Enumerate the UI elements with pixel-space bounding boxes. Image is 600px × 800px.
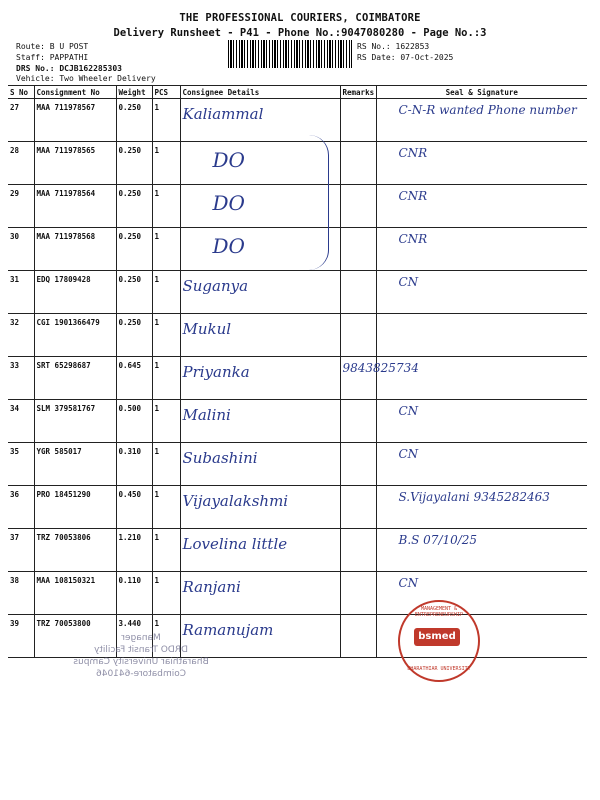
- col-sno: S No: [8, 86, 34, 99]
- handwritten-consignee: Malini: [182, 406, 231, 424]
- signature-cell: [376, 314, 587, 357]
- handwritten-signature: C-N-R wanted Phone number: [398, 103, 577, 117]
- seal-logo: bsmed: [414, 628, 460, 646]
- pcs-cell: 1: [152, 228, 180, 271]
- remarks-cell: [340, 314, 376, 357]
- handwritten-consignee: Ranjani: [182, 578, 241, 596]
- consignment-cell: SRT 65298687: [34, 357, 116, 400]
- remarks-cell: [340, 400, 376, 443]
- sno-cell: 39: [8, 615, 34, 658]
- table-header: [8, 86, 587, 99]
- table-row: [8, 357, 587, 400]
- rs-number: RS No.: 1622853: [357, 42, 430, 51]
- ditto-bracket: [306, 135, 329, 270]
- university-seal: MANAGEMENT & ENTREPRENEURSHIP bsmed BHARATHIAR UNIVERSITY: [398, 600, 480, 682]
- runsheet-table: [8, 85, 587, 658]
- remarks-cell: [340, 615, 376, 658]
- handwritten-consignee: Mukul: [182, 320, 232, 338]
- table-row: [8, 314, 587, 357]
- handwritten-consignee: DO: [212, 148, 245, 172]
- weight-cell: 0.450: [116, 486, 152, 529]
- table-row: [8, 271, 587, 314]
- consignment-cell: MAA 711978567: [34, 99, 116, 142]
- weight-cell: 0.250: [116, 99, 152, 142]
- table-row: [8, 529, 587, 572]
- signature-cell: [376, 228, 587, 271]
- staff: Staff: PAPPATHI: [16, 53, 89, 62]
- consignee-cell: [180, 529, 340, 572]
- col-consignment: Consignment No: [34, 86, 116, 99]
- handwritten-consignee: Subashini: [182, 449, 258, 467]
- consignee-cell: [180, 443, 340, 486]
- handwritten-consignee: Ramanujam: [182, 621, 274, 639]
- table-row: [8, 142, 587, 185]
- handwritten-consignee: Lovelina little: [182, 535, 288, 553]
- handwritten-signature: CN: [398, 404, 419, 418]
- handwritten-signature: CNR: [398, 146, 428, 160]
- barcode: [228, 40, 352, 68]
- signature-cell: [376, 271, 587, 314]
- sno-cell: 37: [8, 529, 34, 572]
- remarks-cell: [340, 185, 376, 228]
- signature-cell: [376, 400, 587, 443]
- sno-cell: 38: [8, 572, 34, 615]
- pcs-cell: 1: [152, 357, 180, 400]
- consignment-cell: MAA 711978564: [34, 185, 116, 228]
- remarks-cell: [340, 357, 419, 400]
- pcs-cell: 1: [152, 486, 180, 529]
- sno-cell: 31: [8, 271, 34, 314]
- pcs-cell: 1: [152, 314, 180, 357]
- handwritten-consignee: DO: [212, 191, 245, 215]
- remarks-cell: [340, 99, 376, 142]
- pcs-cell: 1: [152, 443, 180, 486]
- pcs-cell: 1: [152, 572, 180, 615]
- consignee-cell: [180, 486, 340, 529]
- weight-cell: 0.310: [116, 443, 152, 486]
- weight-cell: 0.645: [116, 357, 152, 400]
- pcs-cell: 1: [152, 99, 180, 142]
- consignment-cell: YGR 585017: [34, 443, 116, 486]
- consignee-cell: [180, 271, 340, 314]
- weight-cell: 0.250: [116, 314, 152, 357]
- sno-cell: 28: [8, 142, 34, 185]
- remarks-cell: [340, 443, 376, 486]
- weight-cell: 0.250: [116, 228, 152, 271]
- col-pcs: PCS: [152, 86, 180, 99]
- table-row: [8, 443, 587, 486]
- sno-cell: 36: [8, 486, 34, 529]
- weight-cell: 3.440: [116, 615, 152, 658]
- handwritten-consignee: Priyanka: [182, 363, 250, 381]
- remarks-cell: [340, 529, 376, 572]
- table-row: [8, 228, 587, 271]
- signature-cell: [376, 443, 587, 486]
- signature-cell: [376, 99, 587, 142]
- handwritten-consignee: Suganya: [182, 277, 249, 295]
- col-signature: Seal & Signature: [376, 86, 587, 99]
- weight-cell: 0.250: [116, 185, 152, 228]
- pcs-cell: 1: [152, 185, 180, 228]
- pcs-cell: 1: [152, 529, 180, 572]
- consignee-cell: [180, 572, 340, 615]
- col-consignee: Consignee Details: [180, 86, 340, 99]
- handwritten-signature: S.Vijayalani 9345282463: [398, 490, 550, 504]
- sno-cell: 34: [8, 400, 34, 443]
- consignee-cell: [180, 314, 340, 357]
- sno-cell: 29: [8, 185, 34, 228]
- handwritten-signature: CN: [398, 447, 419, 461]
- rs-date: RS Date: 07-Oct-2025: [357, 53, 454, 62]
- consignee-cell: [180, 357, 340, 400]
- handwritten-signature: CNR: [398, 232, 428, 246]
- runsheet-subtitle: Delivery Runsheet - P41 - Phone No.:9047080280 - Page No.:3: [113, 27, 487, 39]
- handwritten-signature: CN: [398, 576, 419, 590]
- consignment-cell: TRZ 70053806: [34, 529, 116, 572]
- pcs-cell: 1: [152, 142, 180, 185]
- table-row: [8, 572, 587, 615]
- sno-cell: 33: [8, 357, 34, 400]
- consignee-cell: [180, 400, 340, 443]
- table-row: [8, 400, 587, 443]
- remarks-cell: [340, 228, 376, 271]
- pcs-cell: 1: [152, 271, 180, 314]
- handwritten-consignee: Kaliammal: [182, 105, 264, 123]
- remarks-cell: [340, 271, 376, 314]
- sno-cell: 32: [8, 314, 34, 357]
- consignment-cell: CGI 1901366479: [34, 314, 116, 357]
- col-weight: Weight: [116, 86, 152, 99]
- consignment-cell: MAA 711978568: [34, 228, 116, 271]
- document-title: THE PROFESSIONAL COURIERS, COIMBATORE: [179, 12, 421, 24]
- signature-cell: [376, 185, 587, 228]
- handwritten-signature: CNR: [398, 189, 428, 203]
- col-remarks: Remarks: [340, 86, 376, 99]
- sno-cell: 27: [8, 99, 34, 142]
- consignment-cell: MAA 108150321: [34, 572, 116, 615]
- consignee-cell: [180, 99, 340, 142]
- weight-cell: 1.210: [116, 529, 152, 572]
- consignment-cell: EDQ 17809428: [34, 271, 116, 314]
- remarks-cell: [340, 142, 376, 185]
- remarks-cell: [340, 572, 376, 615]
- sno-cell: 35: [8, 443, 34, 486]
- route: Route: B U POST: [16, 42, 89, 51]
- consignment-cell: TRZ 70053800: [34, 615, 116, 658]
- sno-cell: 30: [8, 228, 34, 271]
- weight-cell: 0.250: [116, 271, 152, 314]
- handwritten-signature: CN: [398, 275, 419, 289]
- table-row: [8, 486, 587, 529]
- pcs-cell: 1: [152, 400, 180, 443]
- signature-cell: [376, 486, 587, 529]
- handwritten-remark: 9843825734: [342, 361, 419, 375]
- consignment-cell: PRO 18451290: [34, 486, 116, 529]
- vehicle: Vehicle: Two Wheeler Delivery: [16, 74, 156, 83]
- handwritten-consignee: DO: [212, 234, 245, 258]
- drs-number: DRS No.: DCJB162285303: [16, 64, 122, 73]
- remarks-cell: [340, 486, 376, 529]
- weight-cell: 0.500: [116, 400, 152, 443]
- table-row: [8, 99, 587, 142]
- weight-cell: 0.110: [116, 572, 152, 615]
- signature-cell: [376, 529, 587, 572]
- consignment-cell: SLM 379581767: [34, 400, 116, 443]
- weight-cell: 0.250: [116, 142, 152, 185]
- handwritten-signature: B.S 07/10/25: [398, 533, 478, 547]
- handwritten-consignee: Vijayalakshmi: [182, 492, 289, 510]
- mirrored-stamp: Manager DRDO Transit Facility Bharathiar University Campus Coimbatore-641046: [73, 633, 209, 679]
- consignment-cell: MAA 711978565: [34, 142, 116, 185]
- pcs-cell: 1: [152, 615, 180, 658]
- table-row: [8, 185, 587, 228]
- signature-cell: [376, 142, 587, 185]
